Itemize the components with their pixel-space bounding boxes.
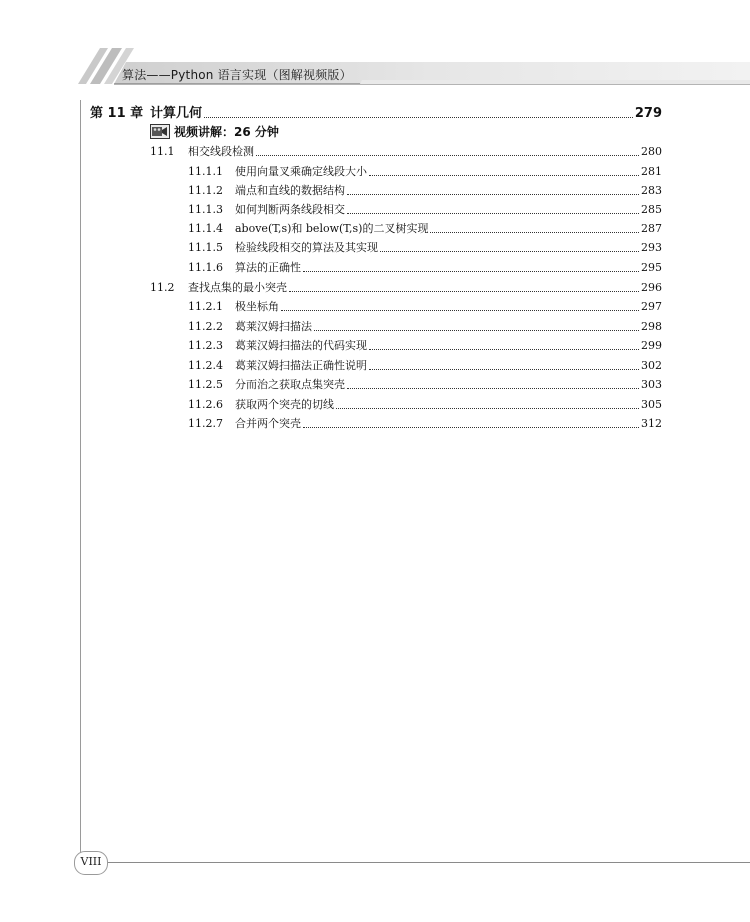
chapter-title: 计算几何 [150,106,203,121]
subsection-title: 检验线段相交的算法及其实现 [235,241,378,254]
subsection-title: 端点和直线的数据结构 [235,184,345,197]
subsection-number: 11.1.1 [188,165,223,178]
section-title: 查找点集的最小突壳 [188,281,287,294]
subsection-page: 298 [641,320,662,333]
subsection-entry[interactable] [188,318,662,334]
section-entry[interactable] [150,143,662,159]
book-title: 算法——Python 语言实现（图解视频版） [122,68,352,82]
subsection-entry[interactable] [188,298,662,314]
footer-rule [100,862,750,863]
subsection-number: 11.1.4 [188,222,223,235]
subsection-number: 11.2.1 [188,300,223,313]
subsection-entry[interactable] [188,337,662,353]
subsection-entry[interactable] [188,357,662,373]
subsection-number: 11.2.7 [188,417,223,430]
subsection-title: 算法的正确性 [235,261,301,274]
subsection-title: 分而治之获取点集突壳 [235,378,345,391]
dot-leader [369,369,639,370]
section-entry[interactable] [150,279,662,295]
subsection-page: 281 [641,165,662,178]
page-number: VIII [80,855,102,868]
subsection-entry[interactable] [188,396,662,412]
subsection-entry[interactable] [188,415,662,431]
chapter-entry[interactable] [90,102,662,121]
subsection-page: 285 [641,203,662,216]
subsection-title: 葛莱汉姆扫描法正确性说明 [235,359,367,372]
dot-leader [347,194,639,195]
dot-leader [289,291,639,292]
subsection-number: 11.2.4 [188,359,223,372]
page-header [0,0,750,100]
section-title: 相交线段检测 [188,145,254,158]
subsection-entry[interactable] [188,220,662,236]
section-number: 11.1 [150,145,175,158]
subsection-page: 305 [641,398,662,411]
subsection-number: 11.2.3 [188,339,223,352]
video-lecture-info [150,123,279,140]
subsection-page: 299 [641,339,662,352]
subsection-title: 葛莱汉姆扫描法的代码实现 [235,339,367,352]
subsection-page: 312 [641,417,662,430]
subsection-number: 11.2.2 [188,320,223,333]
section-number: 11.2 [150,281,175,294]
dot-leader [380,251,639,252]
dot-leader [336,408,639,409]
chapter-page: 279 [634,106,662,121]
dot-leader [204,117,633,118]
video-lecture-label: 视频讲解：26 分钟 [174,125,279,139]
subsection-title: 极坐标角 [235,300,279,313]
subsection-number: 11.1.2 [188,184,223,197]
dot-leader [430,232,639,233]
subsection-number: 11.2.6 [188,398,223,411]
subsection-title: above(T,s)和 below(T,s)的二叉树实现 [235,222,429,235]
subsection-number: 11.1.3 [188,203,223,216]
subsection-entry[interactable] [188,201,662,217]
subsection-page: 287 [641,222,662,235]
section-page: 296 [641,281,662,294]
dot-leader [256,155,639,156]
header-stripes-decoration [0,0,750,100]
dot-leader [314,330,639,331]
subsection-page: 303 [641,378,662,391]
subsection-entry[interactable] [188,259,662,275]
chapter-number: 第 11 章 [90,106,144,121]
subsection-page: 302 [641,359,662,372]
subsection-entry[interactable] [188,376,662,392]
dot-leader [369,349,639,350]
subsection-number: 11.2.5 [188,378,223,391]
video-camera-icon [150,124,170,139]
subsection-page: 293 [641,241,662,254]
dot-leader [347,213,639,214]
subsection-title: 获取两个突壳的切线 [235,398,334,411]
subsection-page: 295 [641,261,662,274]
subsection-title: 合并两个突壳 [235,417,301,430]
subsection-title: 葛莱汉姆扫描法 [235,320,312,333]
subsection-number: 11.1.6 [188,261,223,274]
subsection-page: 297 [641,300,662,313]
subsection-number: 11.1.5 [188,241,223,254]
subsection-entry[interactable] [188,163,662,179]
left-margin-rule [80,100,81,860]
section-page: 280 [641,145,662,158]
subsection-entry[interactable] [188,239,662,255]
subsection-title: 使用向量叉乘确定线段大小 [235,165,367,178]
dot-leader [347,388,639,389]
subsection-page: 283 [641,184,662,197]
subsection-title: 如何判断两条线段相交 [235,203,345,216]
subsection-entry[interactable] [188,182,662,198]
dot-leader [281,310,639,311]
dot-leader [369,175,639,176]
dot-leader [303,427,639,428]
dot-leader [303,271,639,272]
